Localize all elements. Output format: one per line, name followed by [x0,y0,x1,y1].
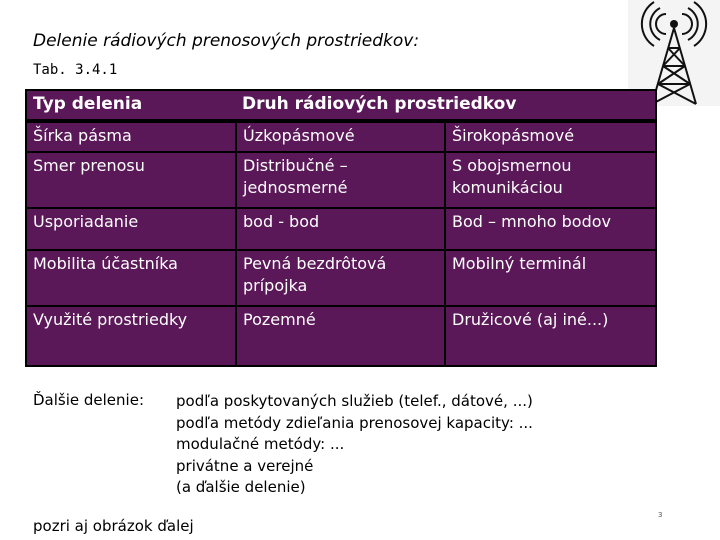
table-cell: Šírka pásma [26,121,236,152]
table-row [26,306,656,366]
table-cell: Pevná bezdrôtová prípojka [236,250,445,306]
table-row [26,121,656,152]
table-reference: Tab. 3.4.1 [33,62,118,78]
table-cell: Mobilný terminál [445,250,656,306]
table-cell: Usporiadanie [26,208,236,250]
table-cell: Mobilita účastníka [26,250,236,306]
radio-means-table [25,89,657,367]
table-cell: Smer prenosu [26,152,236,208]
list-item: privátne a verejné [176,456,314,475]
table-row [26,250,656,306]
further-division-label: Ďalšie delenie: [33,391,144,409]
list-item: podľa metódy zdieľania prenosovej kapacity: ... [176,413,533,432]
table-cell: Družicové (aj iné...) [445,306,656,366]
list-item: (a ďalšie delenie) [176,478,306,496]
header-division-type: Typ delenia [26,90,236,121]
list-item: modulačné metódy: ... [176,435,345,453]
further-division-list [176,391,533,499]
table-cell: Využité prostriedky [26,306,236,366]
table-cell: bod - bod [236,208,445,250]
table-cell: Úzkopásmové [236,121,445,152]
header-radio-means-kind: Druh rádiových prostriedkov [236,90,656,121]
list-item: podľa poskytovaných služieb (telef., dátové, ...) [176,392,533,410]
table-cell: S obojsmernou komunikáciou [445,152,656,208]
footer-note: pozri aj obrázok ďalej [33,517,194,535]
table-cell: Širokopásmové [445,121,656,152]
table-cell: Distribučné – jednosmerné [236,152,445,208]
table-header-row [26,90,656,121]
slide-title: Delenie rádiových prenosových prostriedkov: [33,31,420,51]
page-number: 3 [658,511,663,519]
table-row [26,152,656,208]
table-row [26,208,656,250]
table-cell: Pozemné [236,306,445,366]
table-cell: Bod – mnoho bodov [445,208,656,250]
